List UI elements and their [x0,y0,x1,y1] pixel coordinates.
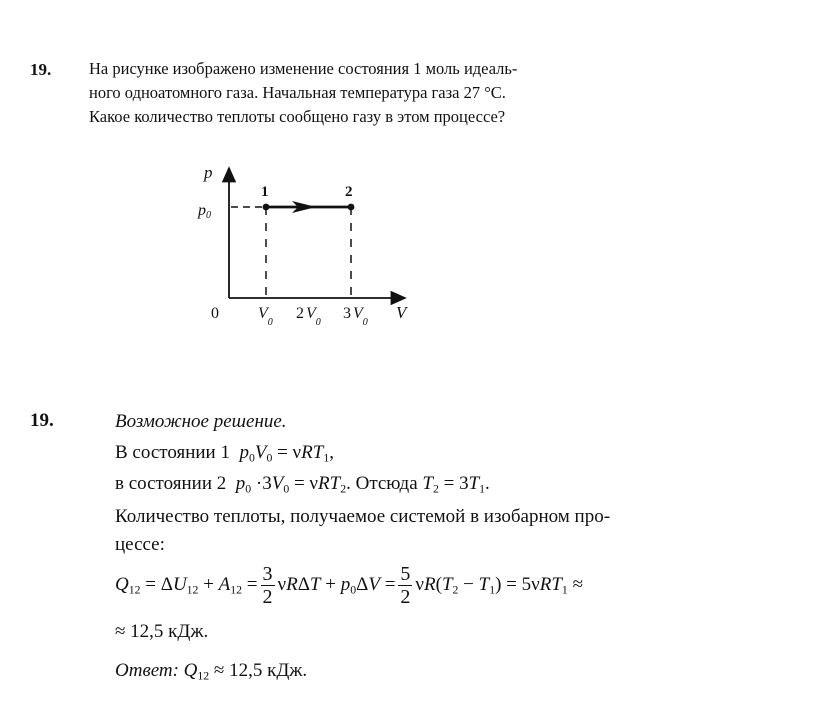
p0-label-sub: 0 [206,210,211,221]
x-tick-v0-base: V [258,305,268,322]
heat-equation: $Q_{12} = \Delta U_{12} + A_{12}$ = $\frac{3}{2}$ $\nu R\Delta T + p_0\Delta V$ = $\frac{5}{2}$ $\nu R(T_2 - T_1) = 5\nu RT_1$ ≈ [115,562,583,608]
solution-heading: Возможное решение. [115,411,287,432]
x-tick-3v0 [343,305,368,328]
problem-line-1: На рисунке изображено изменение состояния 1 моль идеаль- [89,59,518,78]
solution-line-2: в состоянии 2 $p_0 \cdot 3V_0 = \nu RT_2$. Отсюда $T_2 = 3T_1$. [115,473,490,496]
x-tick-2v0-coef: 2 [296,305,304,322]
x-tick-v0-sub: 0 [267,317,273,328]
point-label-2: 2 [345,184,353,200]
y-axis-label: p [204,163,213,182]
x-tick-3v0-coef: 3 [343,305,351,322]
problem-line-3: Какое количество теплоты сообщено газу в этом процессе? [89,107,506,126]
solution-number: 19. [30,410,54,431]
point-label-1: 1 [261,184,269,200]
answer-value: ≈ 12,5 кДж. [213,660,308,681]
line2-prefix: в состоянии 2 [115,473,227,494]
p0-label-base: p [198,202,206,219]
line1-prefix: В состоянии 1 [115,442,230,463]
p0-label [197,202,211,221]
problem-line-2: ного одноатомного газа. Начальная температура газа 27 °С. [89,83,506,102]
state-point-1 [263,204,270,211]
state-point-2 [348,204,355,211]
line2-mid: . Отсюда [346,473,418,494]
solution-line-4: цессе: [115,534,165,555]
solution-line-3: Количество теплоты, получаемое системой в изобарном про- [115,506,611,527]
approx-result: ≈ 12,5 кДж. [115,621,209,642]
x-tick-2v0-base: V [306,305,316,322]
pv-graph [190,158,430,343]
answer-label: Ответ: [115,660,179,681]
problem-number: 19. [30,60,52,79]
origin-label: 0 [211,305,219,322]
answer-line: Ответ: $Q_{12} \approx 12,5$ кДж. [115,660,308,683]
x-axis-label: V [396,303,407,322]
x-tick-2v0-sub: 0 [315,317,321,328]
x-tick-v0 [258,305,273,328]
x-tick-2v0 [296,305,321,328]
problem-text [89,57,689,129]
solution-line-1: В состоянии 1 $p_0V_0 = \nu RT_1$, [115,442,334,465]
x-tick-3v0-sub: 0 [362,317,368,328]
fraction-3-2: $\frac{3}{2}$ [262,562,273,608]
x-tick-3v0-base: V [353,305,363,322]
fraction-5-2: $\frac{5}{2}$ [400,562,411,608]
